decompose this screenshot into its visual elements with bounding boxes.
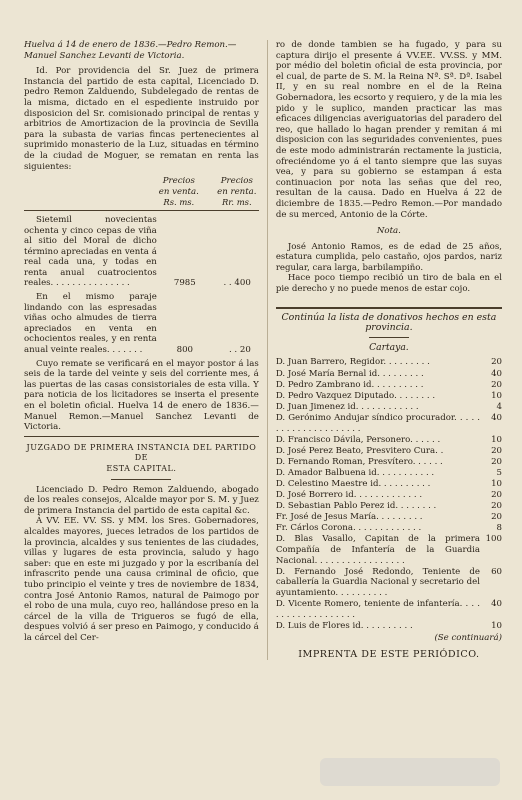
nota-heading: Nota. — [376, 226, 401, 237]
donor-row — [276, 621, 502, 632]
donor-amount: 20 — [491, 445, 502, 456]
subasta-paragraph: Id. Por providencia del Sr. Juez de primera Instancia del partido de esta capital, Licenciado D. pedro Remon Zalduendo, Subdelegado de rentas de la misma, dictado en el espediente instruido por disposicion del Sr. comisionado principal de rentas y arbitrios de Amortizacion de la provincia de Sevilla para la subasta de varias fincas pertenecientes al suprimido monasterio de la Luz, situadas en término de la ciudad de Moguer, se rematan en renta las siguientes: — [24, 66, 259, 172]
table-row — [24, 215, 259, 289]
intro-signature-1: Huelva á 14 de enero de 1836.—Pedro Remon.— — [24, 40, 237, 50]
heading-rule — [111, 479, 171, 480]
section-divider — [24, 436, 259, 437]
row-venta-value: 7985 — [173, 278, 196, 289]
cartaya-heading: Cartaya. — [369, 341, 409, 353]
donor-amount: 60 — [491, 566, 502, 577]
donor-row — [276, 490, 502, 501]
donor-name: D. José Borrero id. . . . . . . . . . . . . — [275, 490, 423, 501]
price-table-header — [24, 176, 259, 197]
continuara-note: (Se continuará) — [434, 633, 502, 644]
donor-amount: 20 — [491, 456, 502, 467]
left-column — [24, 40, 267, 660]
reo-wound: Hace poco tiempo recibió un tiro de bala en el pie derecho y no puede menos de estar cojo. — [275, 273, 502, 295]
donor-row — [276, 523, 502, 534]
unit-venta: Rs. ms. — [163, 197, 195, 208]
donor-name: D. Amador Balbuena id. . . . . . . . . . . — [275, 467, 435, 478]
donor-row — [276, 479, 502, 490]
imprenta-footer: IMPRENTA DE ESTE PERIÓDICO. — [298, 648, 480, 660]
watermark-logo — [320, 752, 500, 792]
reo-description: José Antonio Ramos, es de edad de 25 años, estatura cumplida, pelo castaño, ojos pardos, nariz regular, cara larga, barbilampiño. — [275, 241, 502, 273]
donor-amount: 10 — [491, 390, 502, 401]
donativos-title-line-1: Continúa la lista de donativos hechos en esta — [281, 311, 497, 323]
donativos-title-line-2: provincia. — [365, 322, 413, 334]
donor-amount: 5 — [496, 467, 502, 478]
row-renta-value: . . 400 — [223, 278, 251, 289]
header-venta-sub: en venta. — [158, 186, 199, 197]
header-renta: Precios — [220, 176, 253, 187]
donor-name: D. Juan Barrero, Regidor. . . . . . . . . — [275, 357, 430, 368]
donor-amount: 20 — [491, 501, 502, 512]
donor-row — [276, 501, 502, 512]
donor-name: D. Blas Vasallo, Capitan de la primera Compañía de Infantería de la Guardia Nacional. . . . . . . . . . . . . . . . . — [275, 534, 480, 566]
intro-line — [24, 40, 259, 51]
row-description: Sietemil novecientas ochenta y cinco cepas de viña al sitio del Moral de dicho término apreciadas en venta á real cada una, y todas en renta anual cuatrocientos reales. . . . . . . . . . . . . . . — [24, 214, 157, 289]
header-venta: Precios — [162, 176, 195, 187]
juzgado-heading-line-2: ESTA CAPITAL. — [106, 463, 177, 473]
donor-row — [276, 567, 502, 599]
donor-row — [276, 534, 502, 566]
two-column-layout — [24, 40, 502, 660]
donor-amount: 10 — [491, 478, 502, 489]
unit-renta: Rr. ms. — [222, 197, 252, 208]
donor-amount: 20 — [491, 379, 502, 390]
donor-name: D. Juan Jimenez id. . . . . . . . . . . . — [275, 401, 419, 412]
donor-name: D. Pedro Zambrano id. . . . . . . . . . — [275, 379, 424, 390]
donor-row — [276, 457, 502, 468]
donor-name: D. Luis de Flores id. . . . . . . . . . — [275, 620, 413, 631]
donor-row — [276, 599, 502, 620]
table-row — [24, 292, 259, 356]
donor-amount: 8 — [496, 523, 502, 534]
donor-name: D. José Perez Beato, Presvitero Cura. . — [275, 445, 444, 456]
donor-row — [276, 446, 502, 457]
donor-name: Fr. José de Jesus María. . . . . . . . . — [275, 512, 423, 523]
donor-name: D. Francisco Dávila, Personero. . . . . . — [275, 434, 441, 445]
exhorto-paragraph: Á VV. EE. VV. SS. y MM. los Sres. Gobernadores, alcaldes mayores, jueces letrados de los partidos de la provincia, alcaldes y sus tenientes de las ciudades, villas y lugares de esta provincia, saludo y hago saber: que en este mi juzgado y por la escribanía del infrascrito pende una causa criminal de oficio, que tubo principio el veinte y tres de noviembre de 1834, contra José Antonio Ramos, natural de Paimogo por el robo de una mula, cuyo reo, hallándose preso en la cárcel de la villa de Trigueros se fugó de ella, despues volvió á ser preso en Paimogo, y conducido á la cárcel del Cer- — [24, 516, 259, 643]
donor-name: D. José María Bernal id. . . . . . . . . — [275, 368, 424, 379]
donor-amount: 20 — [491, 512, 502, 523]
donor-name: D. Celestino Maestre id. . . . . . . . . . — [275, 478, 431, 489]
donativos-title — [276, 313, 502, 334]
donor-row — [276, 468, 502, 479]
donor-amount: 10 — [491, 434, 502, 445]
donor-name: D. Pedro Vazquez Diputado. . . . . . . . — [275, 390, 436, 401]
donor-amount: 10 — [491, 620, 502, 631]
title-rule — [369, 337, 409, 338]
donor-amount: 40 — [491, 368, 502, 379]
donor-row — [276, 512, 502, 523]
donor-name: Fr. Cárlos Corona. . . . . . . . . . . . . — [275, 523, 422, 534]
donor-amount: 20 — [491, 490, 502, 501]
donor-row — [276, 435, 502, 446]
donor-row — [276, 413, 502, 434]
exhorto-continuation: ro de donde tambien se ha fugado, y para su captura dirijo el presente á VV.EE. VV.SS. y MM. por médio del boletin oficial de esta provincia, por el cual, de parte de S. M. la Reina Nª. Sª. Dª. Isabel II, y en su real nombre en el de la Reina Gobernadora, les ecsorto y requiero, y de la mia les pido y le suplico, manden practicar las mas eficaces diligencias averiguatorias del paradero del reo, que hallado lo hagan prender y remitan á mi disposicion con las seguridades convenientes, pues de este modo administrarán rectamente la justicia, ofreciéndome yo á el tanto siempre que las suyas vea, y para su gobierno se estampan á esta continuacion por nota las señas que del reo, resultan de la causa. Dado en Huelva á 22 de diciembre de 1835.—Pedro Remon.—Por mandado de su merced, Antonio de la Córte. — [275, 40, 502, 220]
donor-row — [276, 402, 502, 413]
donor-name: D. Fernando José Redondo, Teniente de caballería la Guardia Nacional y secretario del ayuntamiento. . . . . . . . . . — [275, 566, 480, 598]
row-renta-value: . . 20 — [228, 345, 251, 356]
licenciado-paragraph: Licenciado D. Pedro Remon Zalduendo, abogado de los reales consejos, Alcalde mayor por S. M. y Juez de primera Instancia del partido de esta capital &c. — [24, 484, 259, 516]
right-column — [267, 40, 502, 660]
row-venta-value: 800 — [176, 345, 194, 356]
donor-row — [276, 369, 502, 380]
juzgado-heading-line-1: JUZGADO DE PRIMERA INSTANCIA DEL PARTIDO DE — [26, 442, 257, 463]
row-description: En el mismo paraje lindando con las espresadas viñas ocho almudes de tierra apreciados en venta en ochocientos reales, y en renta anual veinte reales. . . . . . . — [24, 292, 157, 356]
donor-row — [276, 357, 502, 368]
donor-row — [276, 380, 502, 391]
remate-paragraph: Cuyo remate se verificará en el mayor postor á las seis de la tarde del veinte y seis del corriente mes, á las puertas de las casas consistoriales de esta villa. Y para noticia de los licitadores se inserta el presente en el boletin oficial. Huelva 14 de enero de 1836.—Manuel Remon.—Manuel Sanchez Levanti de Victoria. — [24, 358, 259, 433]
donor-list — [276, 357, 502, 631]
intro-signature-2: Manuel Sanchez Levanti de Victoria. — [24, 50, 185, 61]
juzgado-heading — [24, 443, 259, 475]
donor-name: D. Gerónimo Andujar síndico procurador. . . . . . . . . . . . . . . . . . . . . — [275, 412, 480, 434]
section-divider — [276, 307, 502, 309]
donor-amount: 4 — [496, 401, 502, 412]
donor-amount: 100 — [485, 534, 502, 545]
header-renta-sub: en renta. — [217, 186, 257, 197]
price-table-units — [24, 197, 259, 211]
price-table — [24, 176, 259, 356]
donor-name: D. Vicente Romero, teniente de infantería. . . . . . . . . . . . . . . . . . . — [275, 599, 480, 620]
donor-name: D. Sebastian Pablo Perez id. . . . . . . . — [275, 501, 437, 512]
donor-amount: 20 — [491, 357, 502, 368]
donor-amount: 40 — [491, 412, 502, 423]
donor-amount: 40 — [491, 599, 502, 609]
donor-name: D. Fernando Roman, Presvítero. . . . . . — [275, 456, 443, 467]
donor-row — [276, 391, 502, 402]
